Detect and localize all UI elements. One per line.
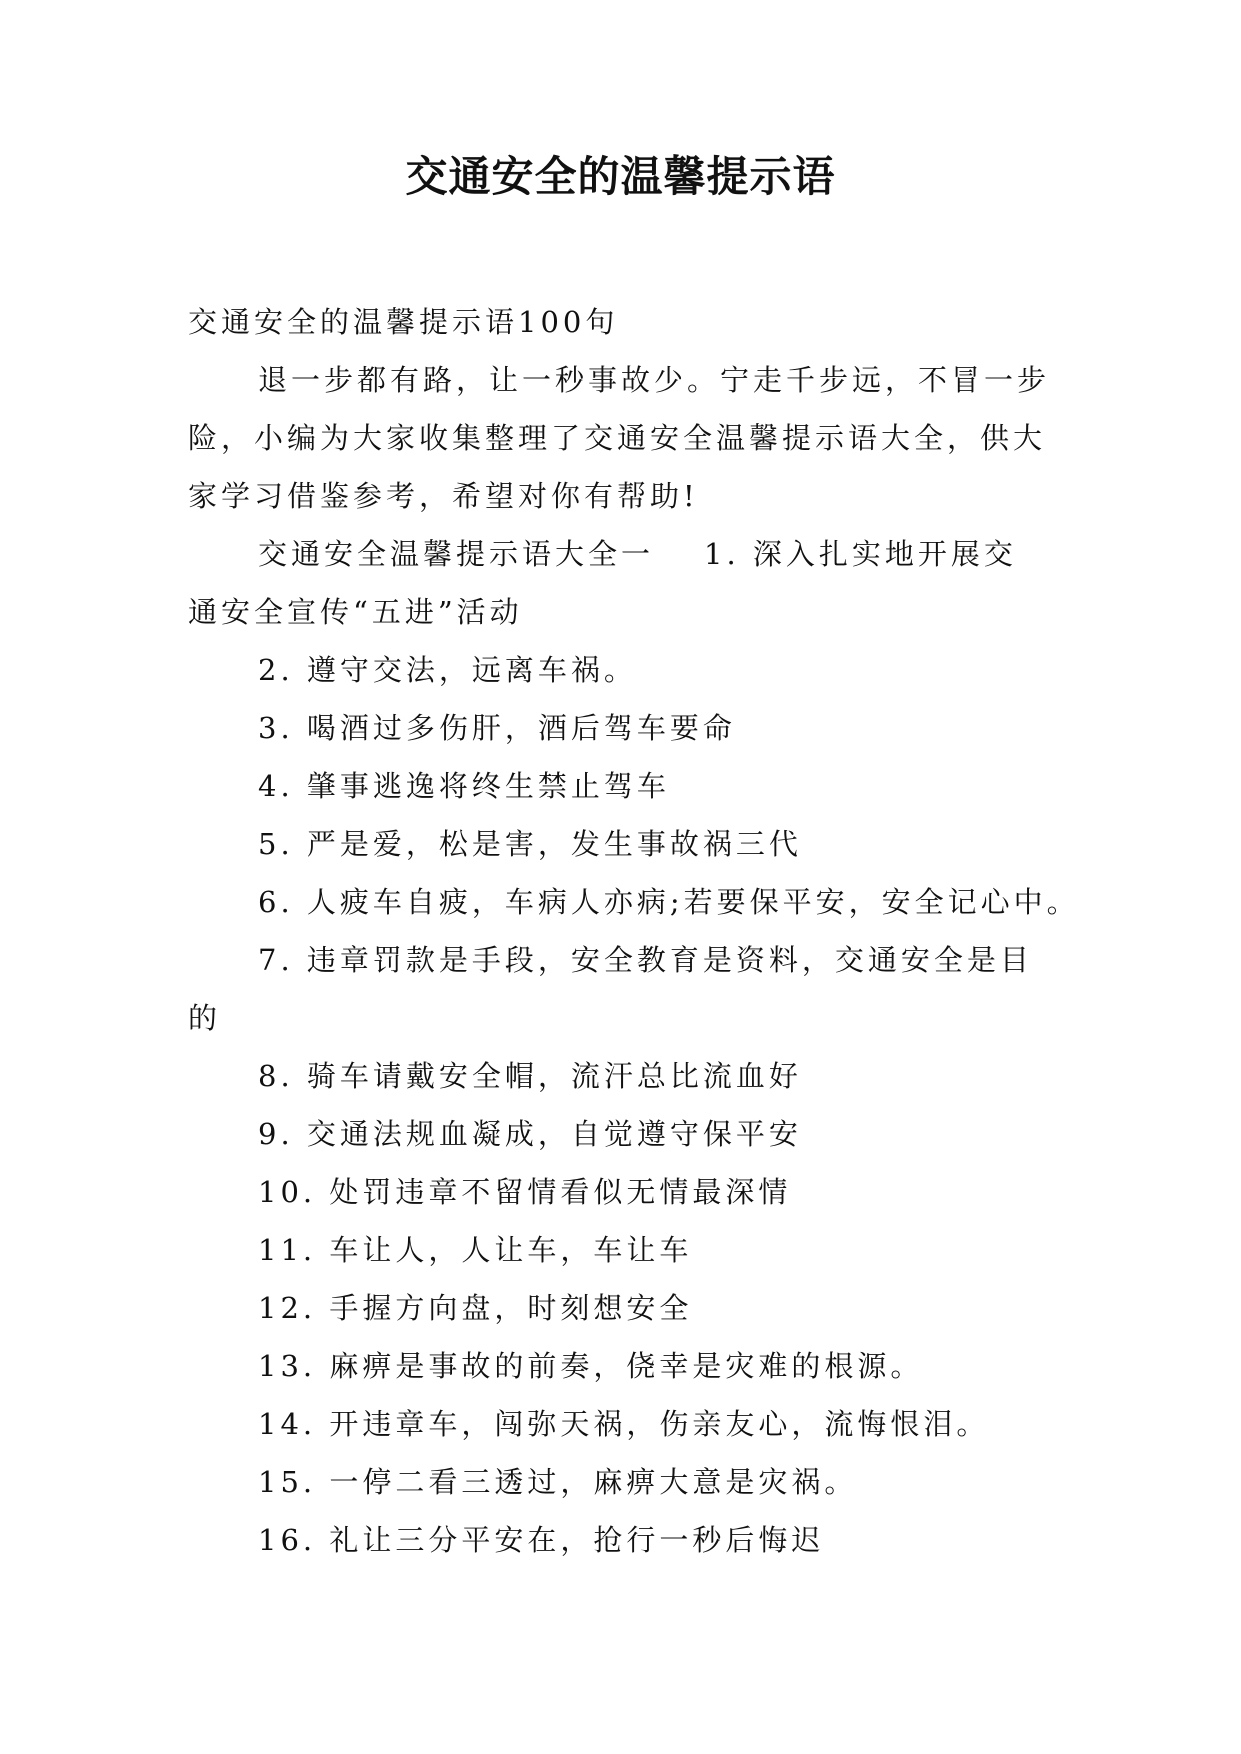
list-item: 8. 骑车请戴安全帽，流汗总比流血好 (258, 1059, 802, 1093)
list-item: 7. 违章罚款是手段，安全教育是资料，交通安全是目 (258, 943, 1033, 977)
list-item: 2. 遵守交法，远离车祸。 (258, 653, 637, 687)
intro-line: 退一步都有路，让一秒事故少。宁走千步远，不冒一步 (258, 363, 1051, 397)
list-item: 4. 肇事逃逸将终生禁止驾车 (258, 769, 670, 803)
list-item: 16. 礼让三分平安在，抢行一秒后悔迟 (258, 1523, 825, 1557)
section-heading: 交通安全温馨提示语大全一 (258, 537, 655, 571)
section-heading-line (188, 525, 1050, 583)
intro-line: 家学习借鉴参考，希望对你有帮助! (188, 479, 699, 513)
list-item-continuation: 通安全宣传“五进”活动 (188, 595, 523, 629)
list-item: 14. 开违章车，闯弥天祸，伤亲友心，流悔恨泪。 (258, 1407, 990, 1441)
intro-line: 险，小编为大家收集整理了交通安全温馨提示语大全，供大 (188, 421, 1047, 455)
list-item: 9. 交通法规血凝成，自觉遵守保平安 (258, 1117, 802, 1151)
document-subtitle: 交通安全的温馨提示语100句 (188, 305, 619, 339)
list-item: 12. 手握方向盘，时刻想安全 (258, 1291, 693, 1325)
list-item: 6. 人疲车自疲，车病人亦病;若要保平安，安全记心中。 (258, 885, 1080, 919)
list-item: 13. 麻痹是事故的前奏，侥幸是灾难的根源。 (258, 1349, 924, 1383)
list-item: 3. 喝酒过多伤肝，酒后驾车要命 (258, 711, 736, 745)
list-item: 1. 深入扎实地开展交 (704, 537, 1017, 571)
list-item: 11. 车让人，人让车，车让车 (258, 1233, 693, 1267)
document-title: 交通安全的温馨提示语 (405, 152, 836, 201)
list-item-continuation: 的 (188, 1001, 222, 1035)
list-item: 10. 处罚违章不留情看似无情最深情 (258, 1175, 792, 1209)
list-item: 5. 严是爱，松是害，发生事故祸三代 (258, 827, 802, 861)
document-body (188, 293, 1080, 1569)
list-item: 15. 一停二看三透过，麻痹大意是灾祸。 (258, 1465, 858, 1499)
